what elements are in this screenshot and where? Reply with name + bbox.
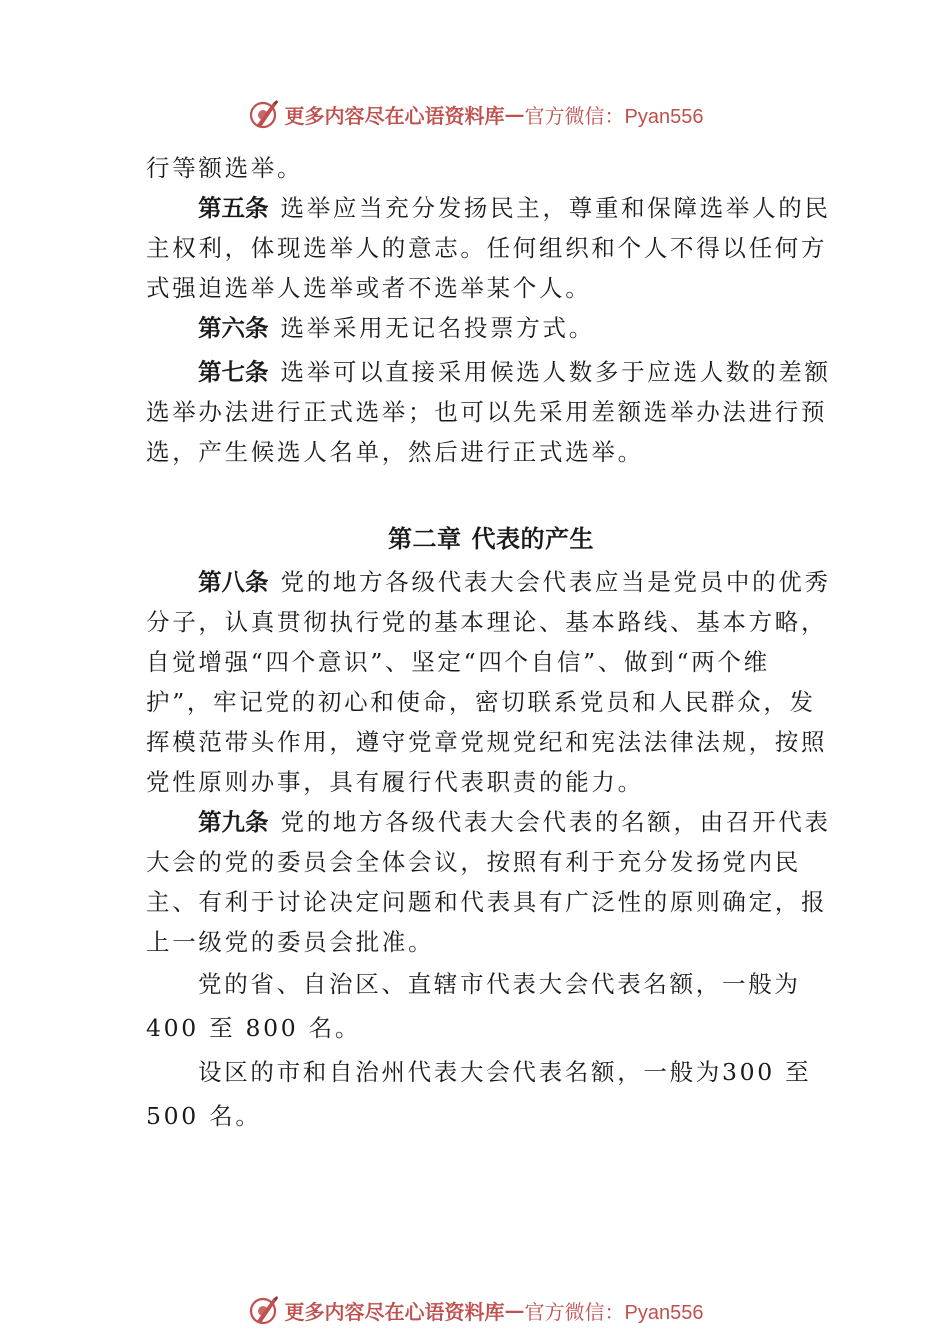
article-5: [146, 188, 836, 308]
article-8: [146, 562, 836, 802]
article-number: 第八条: [198, 568, 269, 596]
article-text: 选举采用无记名投票方式。: [280, 314, 595, 342]
article-6: [146, 308, 836, 348]
watermark-contact: 官方微信：Pyan556: [524, 1301, 704, 1324]
watermark-dash: —: [504, 102, 525, 126]
article-text: 选举可以直接采用候选人数多于应选人数的差额选举办法进行正式选举；也可以先采用差额选举办法进行预选，产生候选人名单，然后进行正式选举。: [146, 358, 831, 466]
watermark-footer: [0, 1290, 950, 1330]
chapter-title: 代表的产生: [471, 525, 594, 553]
watermark-dash: —: [504, 1298, 525, 1322]
article-text: 选举应当充分发扬民主，尊重和保障选举人的民主权利，体现选举人的意志。任何组织和个人不得以任何方式强迫选举人选举或者不选举某个人。: [146, 194, 831, 302]
watermark-brand: 更多内容尽在心语资料库: [284, 103, 505, 128]
document-body: [146, 148, 836, 1138]
article-number: 第七条: [198, 358, 269, 386]
article-number: 第五条: [198, 194, 269, 222]
pen-logo-icon: [247, 1293, 281, 1327]
pen-logo-icon: [247, 97, 281, 131]
watermark-contact: 官方微信：Pyan556: [524, 105, 704, 128]
paragraph-city-quota: 设区的市和自治州代表大会代表名额，一般为300 至500 名。: [146, 1058, 812, 1130]
chapter-number: 第二章: [388, 525, 462, 553]
chapter-heading: [146, 518, 836, 560]
article-number: 第六条: [198, 314, 269, 342]
watermark-header: [0, 94, 950, 134]
article-7: [146, 352, 836, 472]
article-number: 第九条: [198, 808, 269, 836]
paragraph-provincial-quota: 党的省、自治区、直辖市代表大会代表名额，一般为 400 至 800 名。: [146, 970, 801, 1042]
article-9: [146, 802, 836, 962]
article-text: 党的地方各级代表大会代表应当是党员中的优秀分子，认真贯彻执行党的基本理论、基本路线、基本方略，自觉增强“四个意识”、坚定“四个自信”、做到“两个维护”，牢记党的初心和使命，密切联系党员和人民群众，发挥模范带头作用，遵守党章党规党纪和宪法法律法规，按照党性原则办事，具有履行代表职责的能力。: [146, 568, 831, 796]
watermark-brand: 更多内容尽在心语资料库: [284, 1299, 505, 1324]
paragraph-continuation: 行等额选举。: [146, 154, 304, 182]
article-text: 党的地方各级代表大会代表的名额，由召开代表大会的党的委员会全体会议，按照有利于充分发扬党内民主、有利于讨论决定问题和代表具有广泛性的原则确定，报上一级党的委员会批准。: [146, 808, 831, 956]
